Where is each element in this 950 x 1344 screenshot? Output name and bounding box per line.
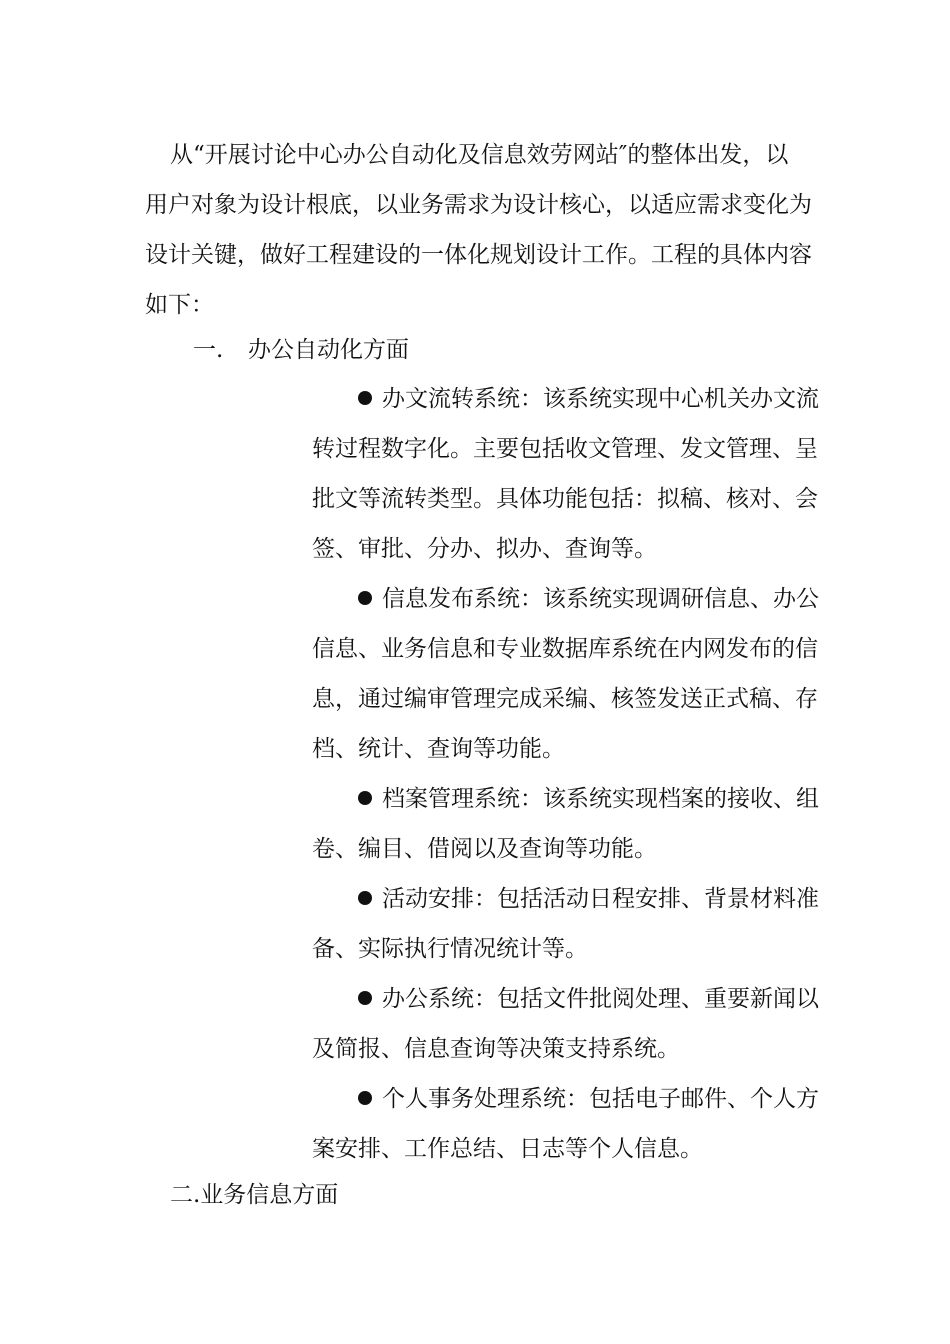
bullet-dot-icon: [358, 991, 372, 1005]
bullet-line: 备、实际执行情况统计等。: [312, 936, 588, 962]
bullet-line: [312, 574, 819, 624]
intro-line: 设计关键，做好工程建设的一体化规划设计工作。工程的具体内容: [145, 242, 812, 268]
bullet-item-document-flow: [312, 374, 819, 574]
bullet-line: [312, 774, 819, 824]
bullet-text: 活动安排：包括活动日程安排、背景材料准: [382, 886, 819, 912]
bullet-line: [312, 374, 819, 424]
bullet-dot-icon: [358, 391, 372, 405]
bullet-text: 办文流转系统：该系统实现中心机关办文流: [382, 386, 819, 412]
bullet-line: 转过程数字化。主要包括收文管理、发文管理、呈: [312, 436, 818, 462]
bullet-text: 信息发布系统：该系统实现调研信息、办公: [382, 586, 819, 612]
bullet-item-activity: [312, 874, 819, 974]
bullet-dot-icon: [358, 591, 372, 605]
bullet-line: 信息、业务信息和专业数据库系统在内网发布的信: [312, 636, 818, 662]
bullet-line: 签、审批、分办、拟办、查询等。: [312, 536, 657, 562]
bullet-dot-icon: [358, 791, 372, 805]
bullet-line: [312, 1074, 819, 1124]
section-number: 一.: [193, 337, 224, 363]
bullet-line: [312, 974, 819, 1024]
bullet-text: 办公系统：包括文件批阅处理、重要新闻以: [382, 986, 819, 1012]
bullet-line: 及简报、信息查询等决策支持系统。: [312, 1036, 680, 1062]
section-title: 办公自动化方面: [248, 337, 409, 363]
intro-line: 从“开展讨论中心办公自动化及信息效劳网站″的整体出发，以: [170, 142, 789, 168]
bullet-line: 批文等流转类型。具体功能包括：拟稿、核对、会: [312, 486, 818, 512]
bullet-line: 档、统计、查询等功能。: [312, 736, 565, 762]
intro-paragraph: [145, 130, 810, 330]
bullet-text: 档案管理系统：该系统实现档案的接收、组: [382, 786, 819, 812]
bullet-line: 卷、编目、借阅以及查询等功能。: [312, 836, 657, 862]
bullet-list: [312, 374, 819, 1174]
bullet-dot-icon: [358, 891, 372, 905]
section-heading-1: [193, 325, 409, 375]
bullet-line: 息，通过编审管理完成采编、核签发送正式稿、存: [312, 686, 818, 712]
intro-line: 用户对象为设计根底，以业务需求为设计核心，以适应需求变化为: [145, 192, 812, 218]
bullet-line: [312, 874, 819, 924]
bullet-text: 个人事务处理系统：包括电子邮件、个人方: [382, 1086, 819, 1112]
section-heading-2: 二.业务信息方面: [170, 1182, 339, 1208]
bullet-item-personal: [312, 1074, 819, 1174]
bullet-item-office: [312, 974, 819, 1074]
intro-line: 如下：: [145, 292, 214, 318]
bullet-dot-icon: [358, 1091, 372, 1105]
bullet-item-archive: [312, 774, 819, 874]
bullet-line: 案安排、工作总结、日志等个人信息。: [312, 1136, 703, 1162]
bullet-item-info-publish: [312, 574, 819, 774]
